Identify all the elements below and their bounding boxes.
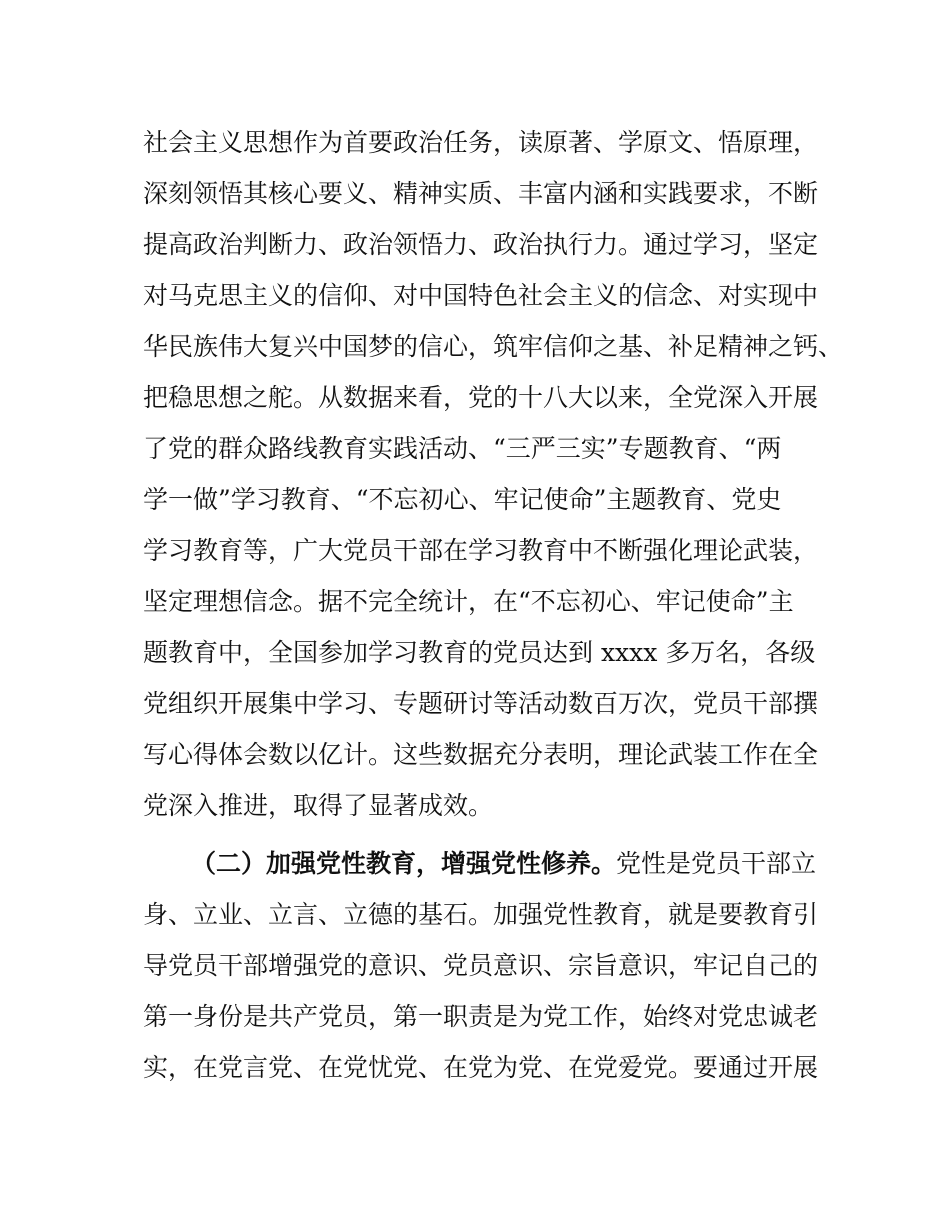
section-heading-rest: 党性是党员干部立 bbox=[616, 849, 817, 878]
paragraph-line: 坚定理想信念。据不完全统计，在“不忘初心、牢记使命”主 bbox=[143, 587, 794, 616]
paragraph-line: 题教育中，全国参加学习教育的党员达到 xxxx 多万名，各级 bbox=[143, 638, 816, 667]
paragraph-line: 导党员干部增强党的意识、党员意识、宗旨意识，牢记自己的 bbox=[143, 951, 819, 980]
paragraph-line: 实，在党言党、在党忧党、在党为党、在党爱党。要通过开展 bbox=[143, 1053, 819, 1082]
section-heading: （二）加强党性教育，增强党性修养。 bbox=[191, 849, 617, 878]
paragraph-line: 党组织开展集中学习、专题研讨等活动数百万次，党员干部撰 bbox=[143, 689, 819, 718]
paragraph-line: 第一身份是共产党员，第一职责是为党工作，始终对党忠诚老 bbox=[143, 1002, 819, 1031]
paragraph-line: 社会主义思想作为首要政治任务，读原著、学原文、悟原理， bbox=[143, 128, 819, 157]
paragraph-line: 写心得体会数以亿计。这些数据充分表明，理论武装工作在全 bbox=[143, 740, 819, 769]
paragraph-line: 学一做”学习教育、“不忘初心、牢记使命”主题教育、党史 bbox=[143, 485, 782, 514]
paragraph-line: 对马克思主义的信仰、对中国特色社会主义的信念、对实现中 bbox=[143, 281, 819, 310]
paragraph-line: 华民族伟大复兴中国梦的信心，筑牢信仰之基、补足精神之钙、 bbox=[143, 332, 844, 361]
paragraph-line: 提高政治判断力、政治领悟力、政治执行力。通过学习，坚定 bbox=[143, 230, 819, 259]
paragraph-line: 身、立业、立言、立德的基石。加强党性教育，就是要教育引 bbox=[143, 900, 819, 929]
section-first-line bbox=[191, 846, 816, 882]
paragraph-line: 把稳思想之舵。从数据来看，党的十八大以来，全党深入开展 bbox=[143, 383, 819, 412]
paragraph-line: 了党的群众路线教育实践活动、“三严三实”专题教育、“两 bbox=[143, 434, 782, 463]
paragraph-line: 党深入推进，取得了显著成效。 bbox=[143, 791, 494, 820]
paragraph-line: 学习教育等，广大党员干部在学习教育中不断强化理论武装， bbox=[143, 536, 819, 565]
paragraph-line: 深刻领悟其核心要义、精神实质、丰富内涵和实践要求，不断 bbox=[143, 179, 819, 208]
